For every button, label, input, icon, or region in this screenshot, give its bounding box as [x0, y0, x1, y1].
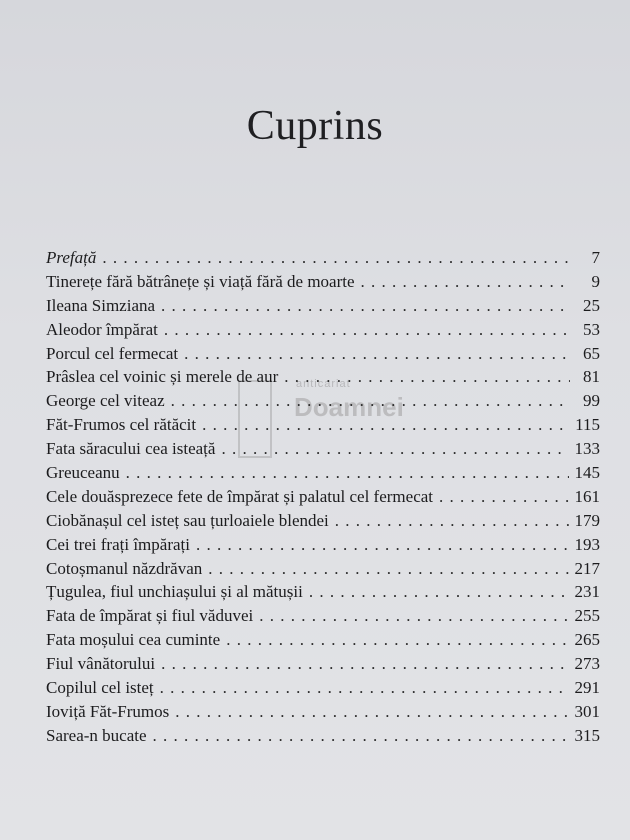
toc-dot-leader — [171, 389, 570, 413]
toc-entry-title: Sarea-n bucate — [46, 725, 147, 745]
toc-entry-title: Cele douăsprezece fete de împărat și palatul cel fermecat — [46, 486, 434, 506]
toc-dot-leader — [259, 604, 568, 628]
toc-entry-title: Porcul cel fermecat — [46, 343, 179, 363]
toc-entry-title: Ileana Simziana — [46, 295, 156, 315]
toc-entry-page-number: 217 — [574, 558, 600, 578]
toc-entry-title: Fata săracului cea isteață — [46, 439, 216, 459]
toc-entry-page-number: 161 — [574, 486, 600, 506]
toc-entry — [46, 389, 600, 413]
toc-entry-page-number: 193 — [574, 534, 600, 554]
toc-entry-title: Copilul cel isteț — [46, 678, 154, 698]
toc-entry-page-number: 255 — [574, 606, 600, 626]
toc-entry-page-number: 179 — [574, 510, 600, 530]
toc-dot-leader — [284, 365, 570, 389]
toc-dot-leader — [164, 318, 570, 342]
toc-entry — [46, 604, 600, 628]
toc-entry — [46, 485, 600, 509]
toc-entry-title: Fata moșului cea cuminte — [46, 630, 221, 650]
toc-dot-leader — [335, 509, 569, 533]
toc-entry-title: Prefață — [46, 248, 97, 267]
toc-entry — [46, 580, 600, 604]
toc-entry-title: Greuceanu — [46, 463, 120, 483]
toc-entry-page-number: 315 — [574, 725, 600, 745]
toc-entry-title: Ioviță Făt-Frumos — [46, 701, 170, 721]
toc-dot-leader — [175, 700, 568, 724]
toc-dot-leader — [221, 437, 568, 461]
toc-entry-title: Fiul vânătorului — [46, 654, 156, 674]
toc-entry — [46, 557, 600, 581]
watermark-big-text: Doamnei — [294, 392, 404, 422]
toc-entry-page-number: 9 — [591, 271, 600, 291]
toc-entry-page-number: 291 — [574, 678, 600, 698]
toc-dot-leader — [208, 557, 568, 581]
toc-entry-title: Cei trei frați împărați — [46, 534, 190, 554]
toc-dot-leader — [161, 294, 570, 318]
toc-entry — [46, 652, 600, 676]
toc-dot-leader — [126, 461, 569, 485]
toc-entry — [46, 461, 600, 485]
toc-entry-title: Tinerețe fără bătrânețe și viață fără de moarte — [46, 271, 355, 291]
watermark-small-text: anticariat — [296, 378, 351, 390]
toc-dot-leader — [160, 676, 569, 700]
toc-entry — [46, 628, 600, 652]
toc-entry — [46, 294, 600, 318]
toc-dot-leader — [153, 724, 569, 748]
toc-entry-title: Făt-Frumos cel rătăcit — [46, 415, 197, 435]
table-of-contents — [46, 246, 600, 748]
toc-entry-page-number: 7 — [591, 248, 600, 267]
toc-entry-page-number: 65 — [583, 343, 600, 363]
toc-dot-leader — [309, 580, 569, 604]
toc-entry — [46, 365, 600, 389]
toc-entry — [46, 270, 600, 294]
toc-entry — [46, 318, 600, 342]
toc-dot-leader — [226, 628, 568, 652]
toc-entry — [46, 413, 600, 437]
toc-entry — [46, 437, 600, 461]
toc-entry-page-number: 115 — [575, 415, 600, 435]
toc-entry — [46, 700, 600, 724]
toc-entry — [46, 342, 600, 366]
toc-entry-page-number: 231 — [574, 582, 600, 602]
toc-dot-leader — [439, 485, 568, 509]
toc-entry-title: Țugulea, fiul unchiașului și al mătușii — [46, 582, 303, 602]
toc-entry-title: Cotoșmanul năzdrăvan — [46, 558, 203, 578]
toc-entry-title: George cel viteaz — [46, 391, 165, 411]
toc-entry-page-number: 53 — [583, 319, 600, 339]
toc-dot-leader — [202, 413, 569, 437]
toc-entry — [46, 676, 600, 700]
toc-entry-page-number: 133 — [574, 439, 600, 459]
toc-entry-page-number: 273 — [574, 654, 600, 674]
toc-entry — [46, 533, 600, 557]
toc-dot-leader — [102, 246, 570, 270]
toc-entry-title: Prâslea cel voinic și merele de aur — [46, 367, 279, 387]
toc-dot-leader — [361, 270, 570, 294]
toc-dot-leader — [184, 342, 570, 366]
toc-entry-title: Fata de împărat și fiul văduvei — [46, 606, 254, 626]
toc-entry-page-number: 145 — [574, 463, 600, 483]
toc-entry-page-number: 25 — [583, 295, 600, 315]
page-title: Cuprins — [246, 103, 384, 150]
toc-entry-page-number: 99 — [583, 391, 600, 411]
toc-entry — [46, 509, 600, 533]
toc-entry — [46, 724, 600, 748]
toc-entry — [46, 246, 600, 270]
toc-entry-title: Aleodor împărat — [46, 319, 158, 339]
toc-entry-page-number: 301 — [574, 701, 600, 721]
toc-entry-page-number: 265 — [574, 630, 600, 650]
toc-entry-page-number: 81 — [583, 367, 600, 387]
toc-entry-title: Ciobănașul cel isteț sau țurloaiele blendei — [46, 510, 329, 530]
toc-dot-leader — [161, 652, 568, 676]
toc-dot-leader — [196, 533, 569, 557]
